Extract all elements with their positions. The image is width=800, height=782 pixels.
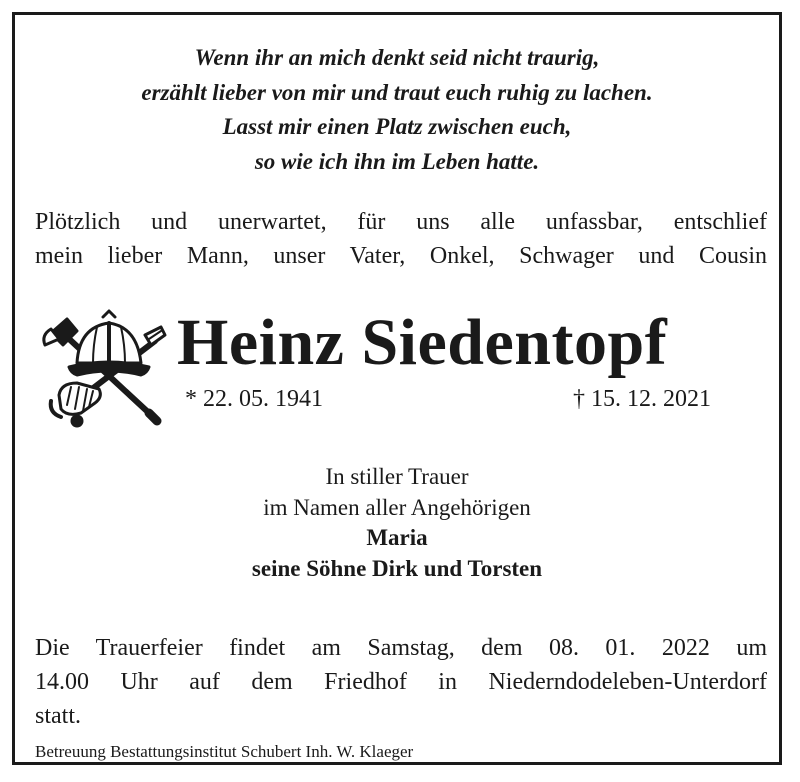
poem (15, 41, 779, 179)
death-date: † 15. 12. 2021 (573, 386, 711, 412)
obituary-frame (12, 12, 782, 765)
mourners-line: im Namen aller Angehörigen (263, 494, 531, 520)
deceased-name: Heinz Siedentopf (177, 306, 668, 379)
poem-line: erzählt lieber von mir und traut euch ruhig zu lachen. (141, 79, 653, 105)
ceremony-line: Die Trauerfeier findet am Samstag, dem 08. 01. 2022 um (35, 635, 767, 661)
intro-line: mein lieber Mann, unser Vater, Onkel, Schwager und Cousin (35, 243, 767, 269)
spouse-name: Maria (366, 525, 428, 550)
ceremony-line: statt. (35, 703, 81, 729)
poem-line: Wenn ihr an mich denkt seid nicht traurig, (194, 45, 600, 70)
children-names: seine Söhne Dirk und Torsten (251, 555, 543, 581)
ceremony-line: 14.00 Uhr auf dem Friedhof in Niederndodeleben-Unterdorf (35, 669, 767, 695)
firefighter-helmet-axes-icon (37, 305, 169, 429)
intro-text (35, 205, 767, 273)
funeral-home-credit: Betreuung Bestattungsinstitut Schubert Inh. W. Klaeger (35, 742, 414, 761)
poem-line: Lasst mir einen Platz zwischen euch, (222, 114, 572, 139)
mourners-block (15, 462, 779, 584)
birth-date: * 22. 05. 1941 (185, 386, 323, 412)
ceremony-text (35, 631, 767, 733)
intro-line: Plötzlich und unerwartet, für uns alle unfassbar, entschlief (35, 209, 767, 235)
poem-line: so wie ich ihn im Leben hatte. (254, 148, 540, 174)
mourners-line: In stiller Trauer (325, 464, 469, 489)
life-dates (185, 383, 711, 415)
